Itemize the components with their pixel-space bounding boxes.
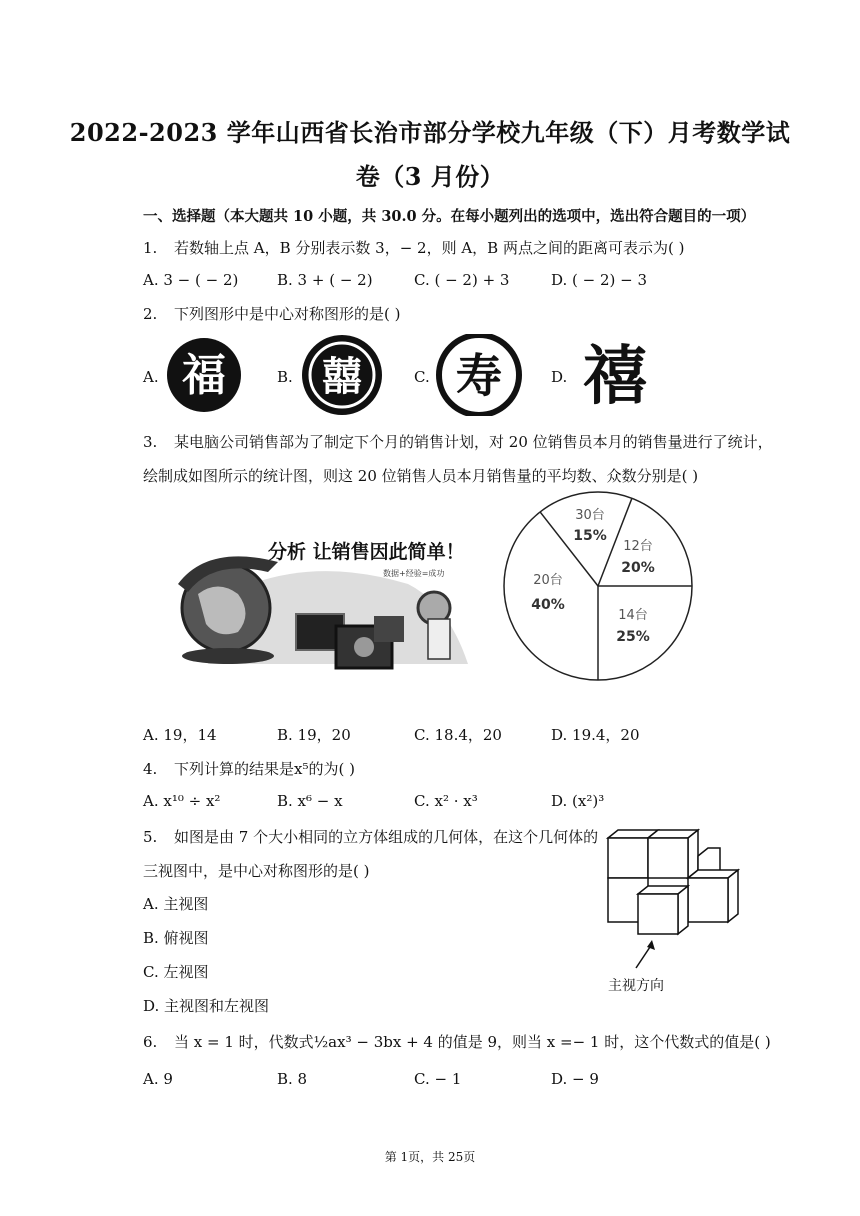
question-2 <box>143 303 400 324</box>
q4-option-c: C. x² · x³ <box>414 792 478 810</box>
pie-label-12: 12台 <box>623 539 653 554</box>
glyph-shou: 寿 <box>456 349 502 403</box>
sales-banner-image <box>168 524 478 672</box>
q3-option-a: A. 19，14 <box>143 726 217 744</box>
question-3-line2: 绘制成如图所示的统计图，则这 20 位销售人员本月销售量的平均数、众数分别是( ) <box>143 467 699 485</box>
cube-solid-figure <box>602 826 752 996</box>
q2-option-a-label: A. <box>143 368 159 386</box>
pie-label-30: 30台 <box>575 508 605 523</box>
q4-option-a: A. x¹⁰ ÷ x² <box>143 792 221 810</box>
q2-option-d-label: D. <box>551 368 568 386</box>
banner-subline: 数据+经验=成功 <box>383 569 445 578</box>
q5-option-c: C. 左视图 <box>143 963 209 981</box>
glyph-xi: 囍 <box>322 354 362 400</box>
figure-caption: 主视方向 <box>608 978 664 994</box>
q3-option-b: B. 19，20 <box>277 726 351 744</box>
pie-pct-20: 20% <box>621 560 655 576</box>
shou-seal-image <box>436 334 522 416</box>
xi2-seal-image <box>578 334 652 416</box>
fu-seal-image <box>163 336 245 414</box>
pie-label-20: 20台 <box>533 573 563 588</box>
q6-option-a: A. 9 <box>143 1070 173 1088</box>
q1-option-d: D. ( − 2) − 3 <box>551 271 648 289</box>
q4-option-d: D. (x²)³ <box>551 792 605 810</box>
glyph-fu: 福 <box>182 350 226 401</box>
q2-option-b-label: B. <box>277 368 293 386</box>
question-number: 6. <box>143 1033 158 1051</box>
question-number: 2. <box>143 305 158 323</box>
question-text: 某电脑公司销售部为了制定下个月的销售计划，对 20 位销售员本月的销售量进行了统计， <box>174 433 773 451</box>
q2-option-c-label: C. <box>414 368 430 386</box>
q5-option-b: B. 俯视图 <box>143 929 209 947</box>
q5-option-d: D. 主视图和左视图 <box>143 997 270 1015</box>
q6-option-c: C. − 1 <box>414 1070 462 1088</box>
question-5-line2: 三视图中，是中心对称图形的是( ) <box>143 862 370 880</box>
q3-option-d: D. 19.4，20 <box>551 726 640 744</box>
page-title-line1: 2022-2023 学年山西省长治市部分学校九年级（下）月考数学试 <box>69 118 791 147</box>
question-5-line1 <box>143 826 598 847</box>
question-number: 5. <box>143 828 158 846</box>
question-text: 当 x = 1 时，代数式½ax³ − 3bx + 4 的值是 9，则当 x =− 1 时，这个代数式的值是( ) <box>174 1033 771 1051</box>
q3-option-c: C. 18.4，20 <box>414 726 502 744</box>
page-footer: 第 1页，共 25页 <box>384 1150 476 1164</box>
q6-option-d: D. − 9 <box>551 1070 599 1088</box>
pie-pct-40: 40% <box>531 597 565 613</box>
question-number: 1. <box>143 239 158 257</box>
section-heading: 一、选择题（本大题共 10 小题，共 30.0 分。在每小题列出的选项中，选出符合题目的一项） <box>143 208 756 225</box>
question-3-line1 <box>143 431 773 452</box>
question-number: 4. <box>143 760 158 778</box>
question-text: 下列计算的结果是x⁵的为( ) <box>174 760 355 778</box>
question-6 <box>143 1031 771 1052</box>
pie-pct-15: 15% <box>573 528 607 544</box>
q1-option-c: C. ( − 2) + 3 <box>414 271 510 289</box>
sales-pie-chart <box>500 488 700 684</box>
question-text: 如图是由 7 个大小相同的立方体组成的几何体，在这个几何体的 <box>174 828 599 846</box>
xi-seal-image <box>299 334 385 416</box>
pie-label-14: 14台 <box>618 608 648 623</box>
q4-option-b: B. x⁶ − x <box>277 792 343 810</box>
question-number: 3. <box>143 433 158 451</box>
glyph-xi2: 禧 <box>583 340 647 414</box>
question-4 <box>143 758 355 779</box>
page-title-line2: 卷（3 月份） <box>355 162 505 191</box>
q1-option-a: A. 3 − ( − 2) <box>143 271 239 289</box>
question-text: 若数轴上点 A，B 分别表示数 3，− 2，则 A，B 两点之间的距离可表示为( ) <box>174 239 685 257</box>
q1-option-b: B. 3 + ( − 2) <box>277 271 373 289</box>
pie-pct-25: 25% <box>616 629 650 645</box>
question-1 <box>143 237 684 258</box>
banner-headline: 分析 让销售因此简单！ <box>268 541 465 563</box>
q6-option-b: B. 8 <box>277 1070 308 1088</box>
question-text: 下列图形中是中心对称图形的是( ) <box>174 305 401 323</box>
q5-option-a: A. 主视图 <box>143 895 209 913</box>
